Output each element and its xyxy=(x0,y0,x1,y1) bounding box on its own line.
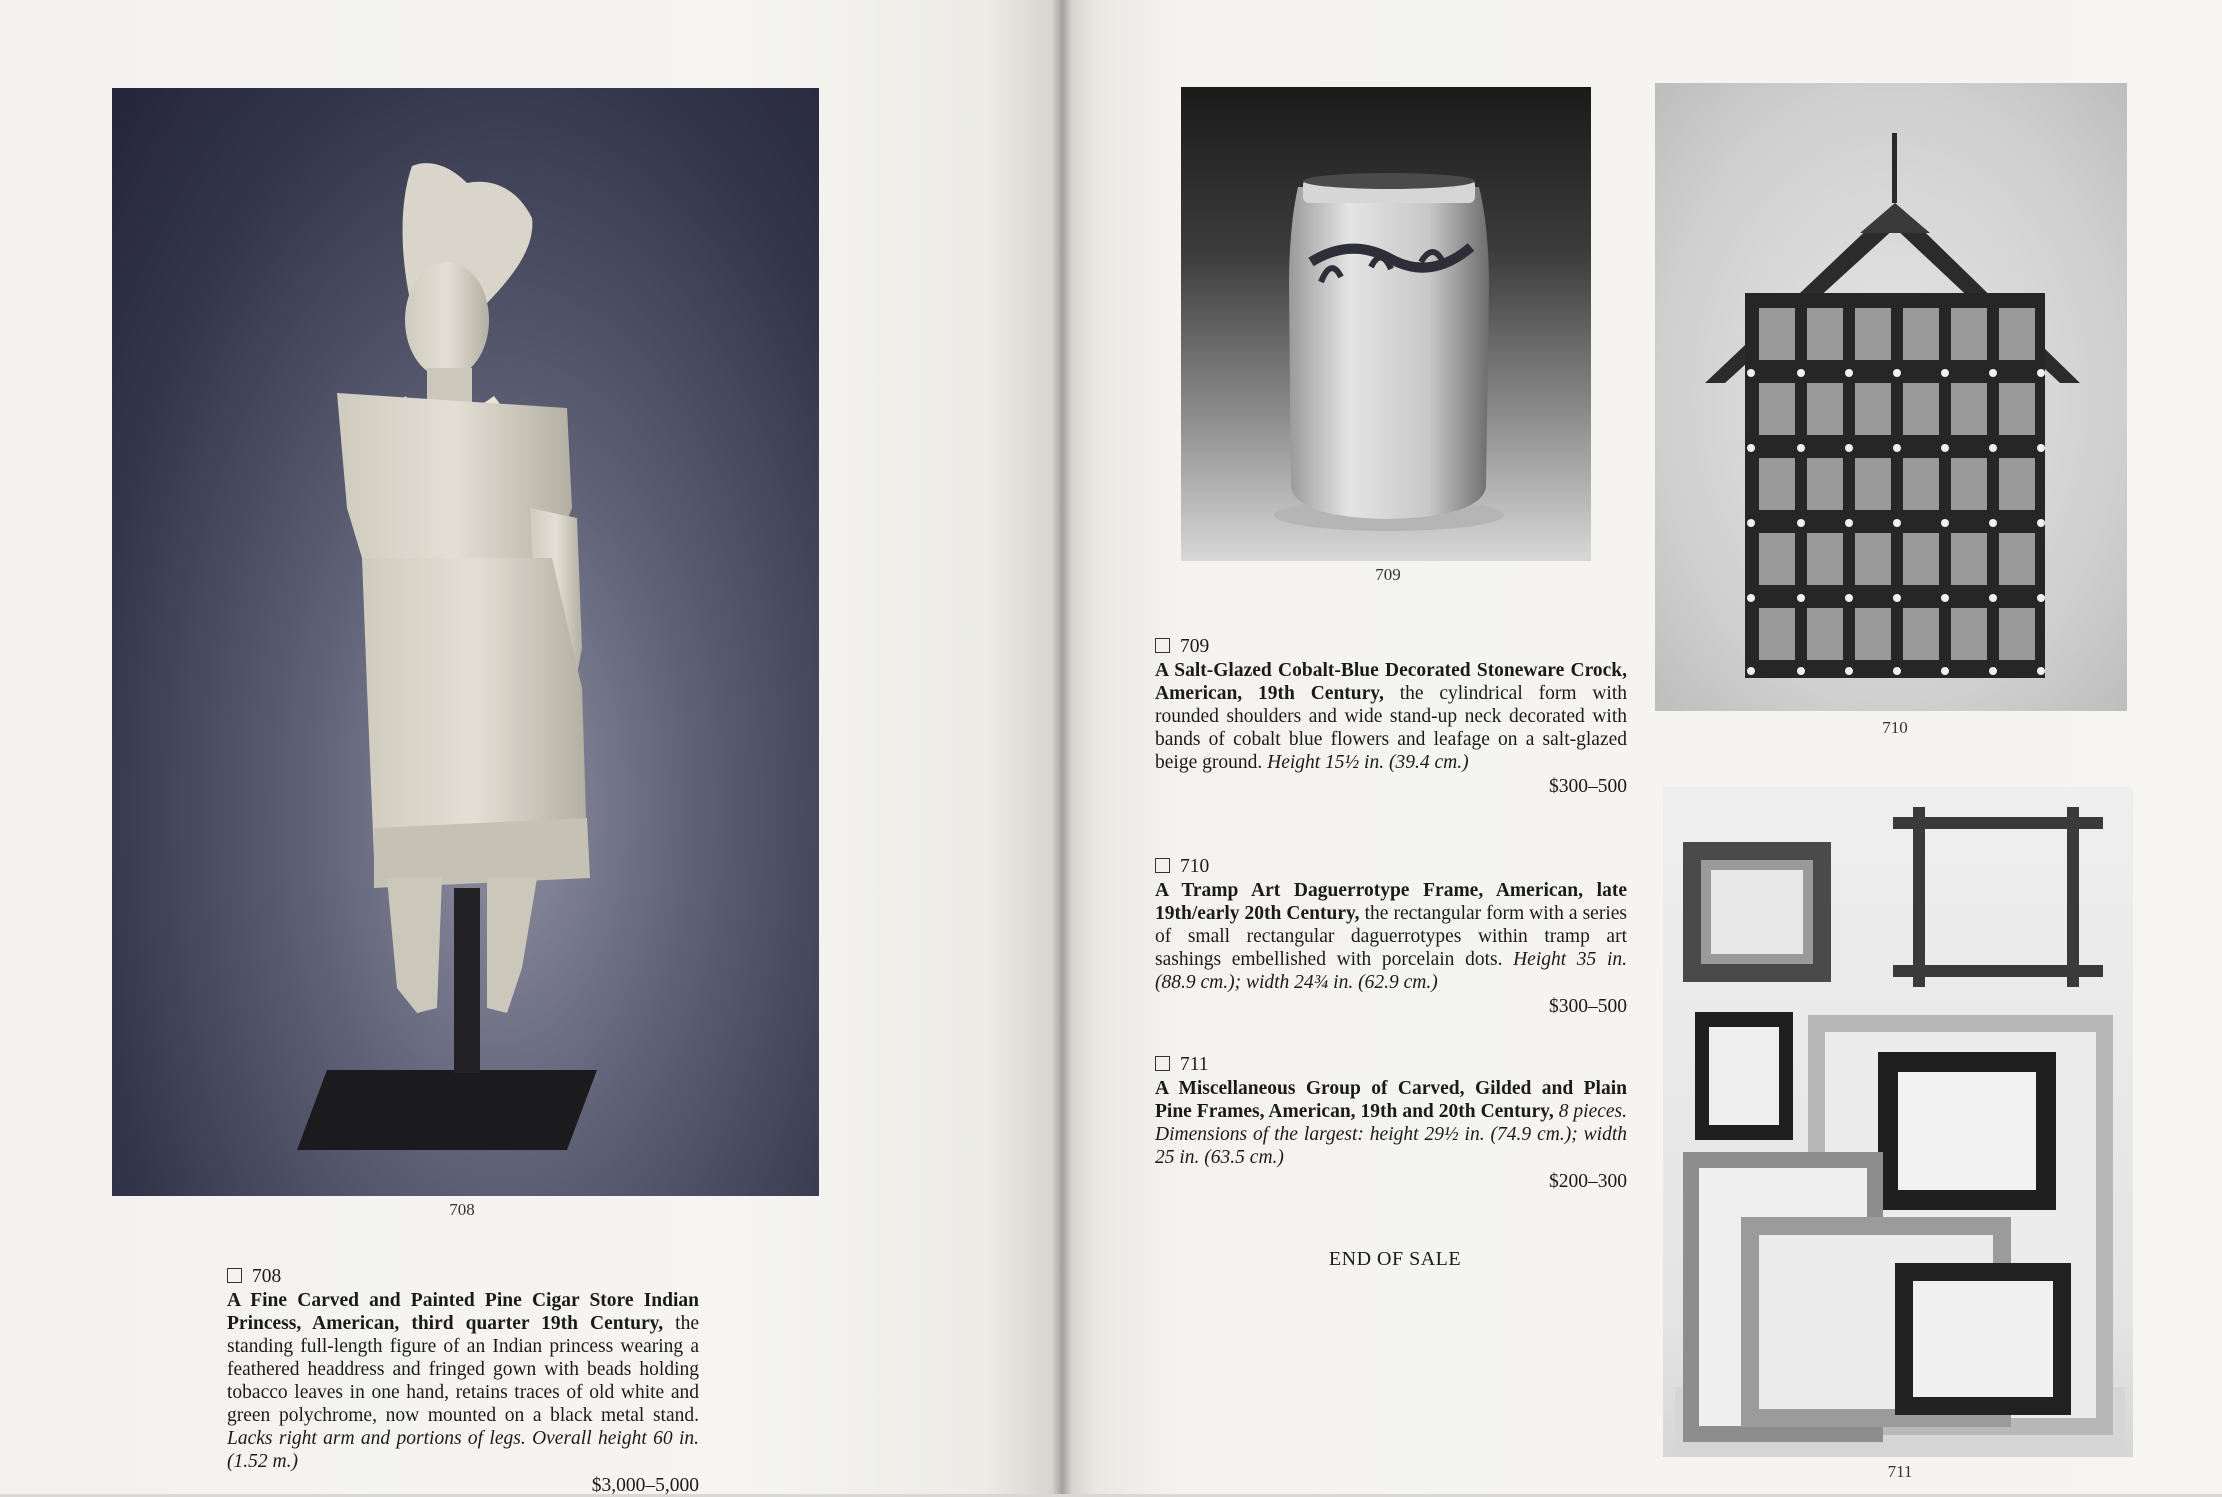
leg-right xyxy=(487,878,537,1013)
lot-number-row xyxy=(1155,855,1627,878)
crock-illustration xyxy=(1181,87,1591,561)
book-gutter xyxy=(1052,0,1072,1494)
bid-checkbox[interactable] xyxy=(1155,858,1170,873)
caption-711: 711 xyxy=(1887,1462,1913,1481)
bid-checkbox[interactable] xyxy=(1155,638,1170,653)
caption-708: 708 xyxy=(449,1200,475,1219)
lot-number: 710 xyxy=(1180,856,1210,877)
lot-number-row xyxy=(1155,635,1627,658)
lot-estimate: $300–500 xyxy=(1549,996,1627,1017)
figure-illustration xyxy=(112,88,819,1196)
caption-710: 710 xyxy=(1882,718,1908,737)
lot-description: the rectangular form with a series of small rectangular daguerrotypes within tramp art sashings embellished with porcelain dots. xyxy=(1155,903,1627,970)
bid-checkbox[interactable] xyxy=(227,1268,242,1283)
lot-description: the standing full-length figure of an Indian princess wearing a feathered headdress and fringed gown with beads holding tobacco leaves in one hand, retains traces of old white and green polychrome, now mounted on a black metal stand. xyxy=(227,1313,699,1426)
lot-notes: Height 15½ in. (39.4 cm.) xyxy=(1267,752,1469,773)
stand-post xyxy=(454,888,480,1073)
frames-illustration xyxy=(1663,787,2133,1457)
lot-number-row xyxy=(227,1265,699,1288)
lot-notes: Height 35 in. (88.9 cm.); width 24¾ in. (62.9 cm.) xyxy=(1155,949,1627,993)
lot-title: A Miscellaneous Group of Carved, Gilded and Plain Pine Frames, American, 19th and 20th Century, xyxy=(1155,1078,1627,1122)
lot-711 xyxy=(1155,1053,1627,1193)
lot-number: 708 xyxy=(252,1266,282,1287)
lot-710 xyxy=(1155,855,1627,1018)
lot-estimate: $300–500 xyxy=(1549,776,1627,797)
lot-title: A Tramp Art Daguerrotype Frame, American, late 19th/early 20th Century, xyxy=(1155,880,1627,924)
lot-title: A Salt-Glazed Cobalt-Blue Decorated Stoneware Crock, American, 19th Century, xyxy=(1155,660,1627,704)
lot-estimate: $200–300 xyxy=(1549,1171,1627,1192)
lot-708 xyxy=(227,1265,699,1497)
skirt-fringe xyxy=(374,818,590,888)
photo-group-of-frames xyxy=(1663,787,2133,1457)
tramp-frame-illustration xyxy=(1655,83,2127,711)
head xyxy=(405,262,489,378)
bid-checkbox[interactable] xyxy=(1155,1056,1170,1071)
caption-709: 709 xyxy=(1375,565,1401,584)
lot-title: A Fine Carved and Painted Pine Cigar Store Indian Princess, American, third quarter 19th Century, xyxy=(227,1290,699,1334)
photo-cigar-store-indian-princess xyxy=(112,88,819,1196)
lot-number: 711 xyxy=(1180,1054,1209,1075)
end-of-sale: END OF SALE xyxy=(1328,1248,1462,1270)
stand-base xyxy=(297,1070,597,1150)
lot-709 xyxy=(1155,635,1627,798)
lot-description: the cylindrical form with rounded shoulders and wide stand-up neck decorated with bands of cobalt blue flowers and leafage on a salt-glazed beige ground. xyxy=(1155,683,1627,773)
lot-estimate: $3,000–5,000 xyxy=(591,1475,699,1496)
leg-left xyxy=(387,878,442,1013)
lot-number-row xyxy=(1155,1053,1627,1076)
crock-body xyxy=(1289,187,1489,519)
photo-tramp-art-frame xyxy=(1655,83,2127,711)
skirt xyxy=(362,558,587,858)
finial xyxy=(1892,133,1897,203)
frame-twig xyxy=(1893,807,2103,987)
photo-stoneware-crock xyxy=(1181,87,1591,561)
lot-number: 709 xyxy=(1180,636,1210,657)
lot-notes: 8 pieces. Dimensions of the largest: height 29½ in. (74.9 cm.); width 25 in. (63.5 cm.) xyxy=(1155,1101,1628,1168)
lot-notes: Lacks right arm and portions of legs. Overall height 60 in. (1.52 m.) xyxy=(227,1428,699,1472)
